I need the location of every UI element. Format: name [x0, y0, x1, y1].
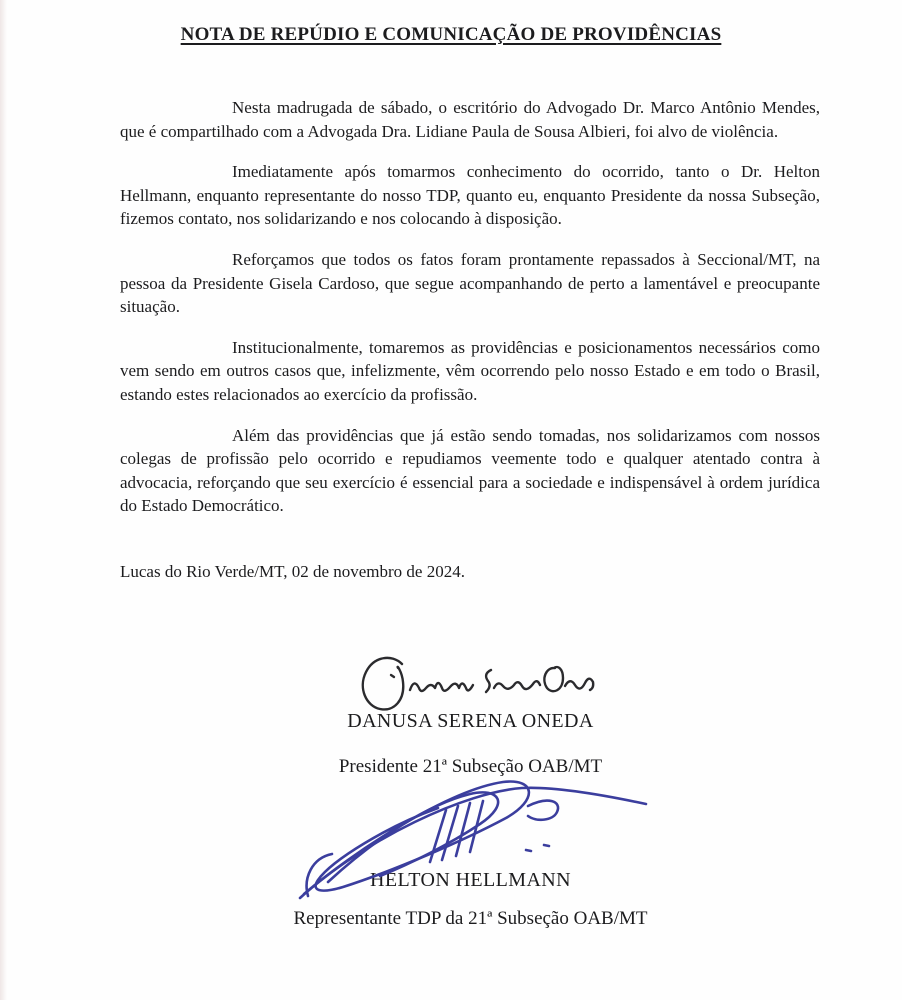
page-title-text: NOTA DE REPÚDIO E COMUNICAÇÃO DE PROVIDÊNCIAS — [180, 24, 722, 45]
paragraph-1: Nesta madrugada de sábado, o escritório do Advogado Dr. Marco Antônio Mendes, que é compartilhado com a Advogada Dra. Lidiane Paula de Sousa Albieri, foi alvo de violência. — [120, 98, 820, 141]
signer-role-helton: Representante TDP da 21ª Subseção OAB/MT — [293, 908, 648, 929]
dateline: Lucas do Rio Verde/MT, 02 de novembro de 2024. — [120, 561, 465, 581]
signer-name-helton: HELTON HELLMANN — [370, 869, 571, 891]
paragraph-4: Institucionalmente, tomaremos as providências e posicionamentos necessários como vem sendo em outros casos que, infelizmente, vêm ocorrendo pelo nosso Estado e em todo o Brasil, estando estes relacionados ao exercício da profissão. — [120, 337, 820, 404]
signer-role-danusa: Presidente 21ª Subseção OAB/MT — [338, 756, 603, 777]
paragraph-2: Imediatamente após tomarmos conhecimento do ocorrido, tanto o Dr. Helton Hellmann, enquanto representante do nosso TDP, quanto eu, enquanto Presidente da nossa Subseção, fizemos contato, nos solidarizando e nos colocando à disposição. — [120, 162, 820, 229]
page-title — [0, 24, 902, 46]
scan-edge-artifact — [0, 0, 7, 1000]
signer-name-danusa: DANUSA SERENA ONEDA — [347, 710, 594, 732]
letter-body — [120, 96, 820, 584]
paragraph-5: Além das providências que já estão sendo tomadas, nos solidarizamos com nossos colegas de profissão pelo ocorrido e repudiamos veemente todo e qualquer atentado contra à advocacia, reforçando que seu exercício é essencial para a sociedade e indispensável à ordem jurídica do Estado Democrático. — [120, 425, 820, 516]
paragraph-3: Reforçamos que todos os fatos foram prontamente repassados à Seccional/MT, na pessoa da Presidente Gisela Cardoso, que segue acompanhando de perto a lamentável e preocupante situação. — [120, 249, 820, 317]
